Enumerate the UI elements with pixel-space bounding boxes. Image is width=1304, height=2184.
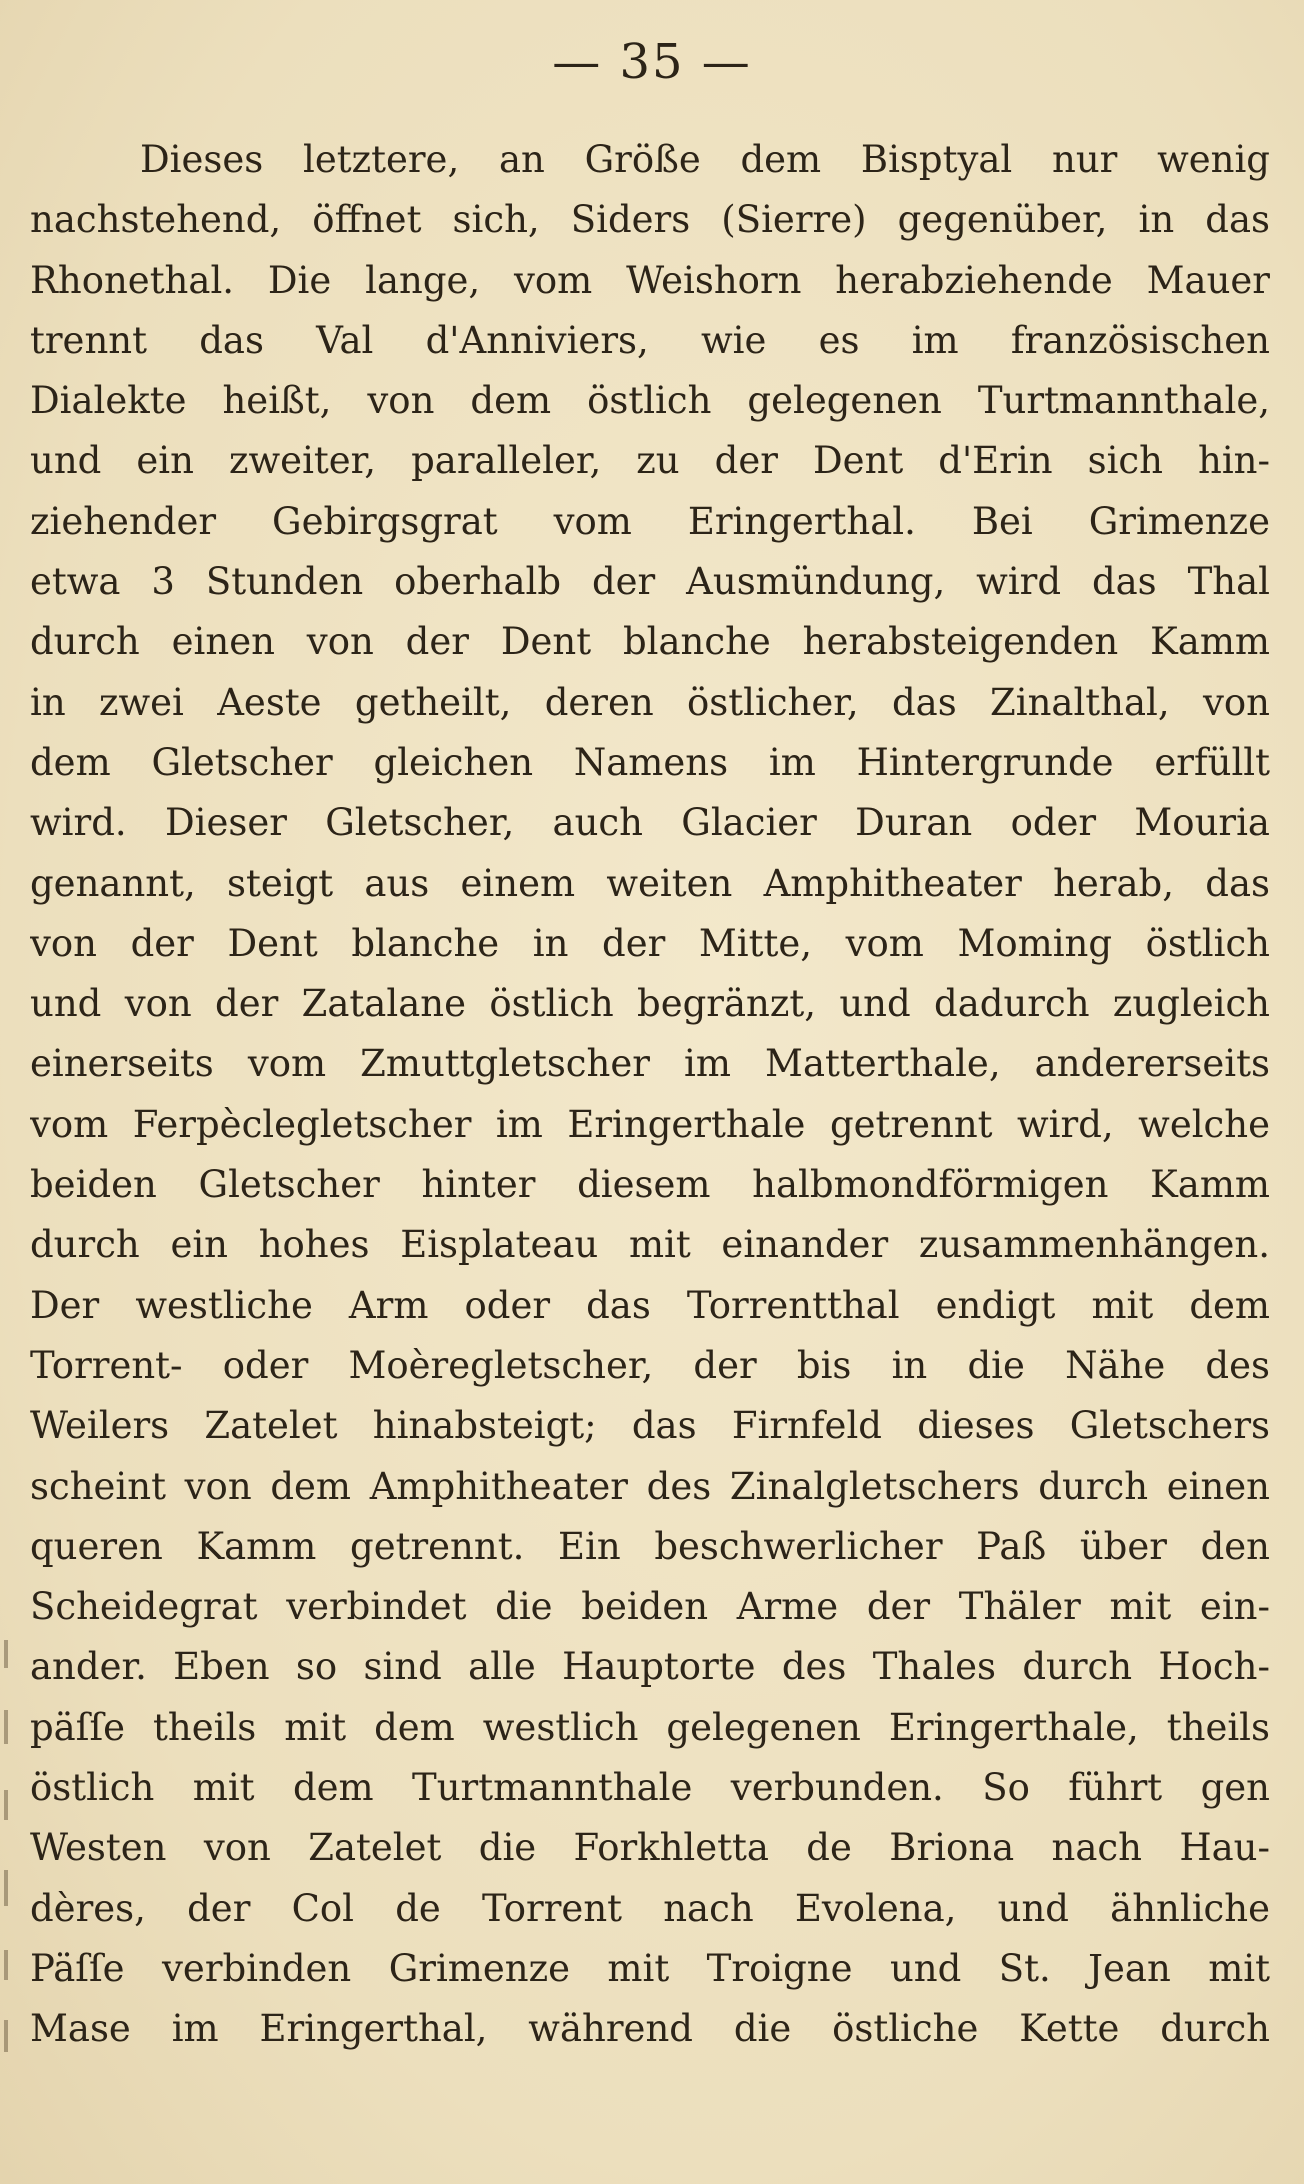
text-line: etwa 3 Stunden oberhalb der Ausmündung, wird das Thal (30, 560, 1270, 604)
text-line: Dialekte heißt, von dem östlich gelegenen Turtmannthale, (30, 379, 1270, 423)
text-line: beiden Gletscher hinter diesem halbmondförmigen Kamm (30, 1163, 1270, 1207)
text-line: dères, der Col de Torrent nach Evolena, und ähnliche (30, 1886, 1270, 1930)
text-line: Westen von Zatelet die Forkhletta de Briona nach Hau- (30, 1826, 1270, 1870)
text-line: dem Gletscher gleichen Namens im Hintergrunde erfüllt (30, 740, 1270, 784)
text-line: durch einen von der Dent blanche herabsteigenden Kamm (30, 620, 1270, 664)
edge-mark (4, 1640, 8, 1668)
text-line: ziehender Gebirgsgrat vom Eringerthal. Bei Grimenze (30, 499, 1270, 543)
text-line: vom Ferpèclegletscher im Eringerthale getrennt wird, welche (30, 1102, 1270, 1146)
text-line: und ein zweiter, paralleler, zu der Dent d'Erin sich hin- (30, 439, 1270, 483)
text-line: Weilers Zatelet hinabsteigt; das Firnfeld dieses Gletschers (30, 1404, 1270, 1448)
edge-mark (4, 1950, 8, 1980)
text-line: trennt das Val d'Anniviers, wie es im französischen (30, 318, 1270, 362)
text-line: wird. Dieser Gletscher, auch Glacier Duran oder Mouria (30, 801, 1270, 845)
text-line: genannt, steigt aus einem weiten Amphitheater herab, das (30, 861, 1270, 905)
text-line: Rhonethal. Die lange, vom Weishorn herabziehende Mauer (30, 258, 1270, 302)
text-line: scheint von dem Amphitheater des Zinalgletschers durch einen (30, 1464, 1270, 1508)
text-line: ander. Eben so sind alle Hauptorte des Thales durch Hoch- (30, 1645, 1270, 1689)
body-text (30, 130, 1270, 2060)
edge-mark (4, 1710, 8, 1744)
text-line: Dieses letztere, an Größe dem Bisptyal nur wenig (140, 138, 1270, 181)
text-line: Torrent- oder Moèregletscher, der bis in die Nähe des (30, 1343, 1270, 1387)
edge-mark (4, 1790, 8, 1820)
text-line: Scheidegrat verbindet die beiden Arme der Thäler mit ein- (30, 1585, 1270, 1629)
text-line: Der westliche Arm oder das Torrentthal endigt mit dem (30, 1283, 1270, 1327)
text-line: östlich mit dem Turtmannthale verbunden. So führt gen (30, 1766, 1270, 1810)
page-number: — 35 — (552, 34, 752, 90)
text-line: von der Dent blanche in der Mitte, vom Moming östlich (30, 921, 1270, 965)
text-line: einerseits vom Zmuttgletscher im Matterthale, andererseits (30, 1042, 1270, 1086)
text-line: in zwei Aeste getheilt, deren östlicher, das Zinalthal, von (30, 680, 1270, 724)
text-line: Mase im Eringerthal, während die östliche Kette durch (30, 2007, 1270, 2051)
page-edge-marks (0, 1600, 14, 2060)
edge-mark (4, 1870, 8, 1906)
edge-mark (4, 2020, 8, 2052)
text-line: Päſſe verbinden Grimenze mit Troigne und St. Jean mit (30, 1946, 1270, 1990)
text-line: päſſe theils mit dem westlich gelegenen Eringerthale, theils (30, 1705, 1270, 1749)
text-line: queren Kamm getrennt. Ein beschwerlicher Paß über den (30, 1524, 1270, 1568)
text-line: nachstehend, öffnet sich, Siders (Sierre) gegenüber, in das (30, 198, 1270, 242)
text-line: durch ein hohes Eisplateau mit einander zusammenhängen. (30, 1223, 1270, 1267)
text-line: und von der Zatalane östlich begränzt, und dadurch zugleich (30, 982, 1270, 1026)
